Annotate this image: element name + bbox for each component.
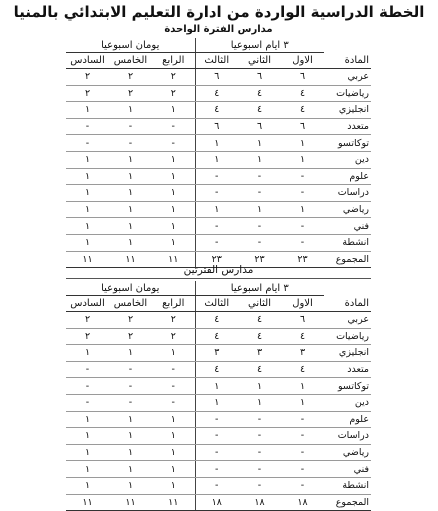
hours-cell: - — [238, 218, 281, 235]
hours-cell: ١ — [152, 218, 195, 235]
subject-cell: توكاتسو — [324, 378, 371, 395]
column-header-grade-4: الرابع — [152, 53, 195, 69]
hours-cell: ٢ — [109, 85, 152, 102]
study-plan-table — [66, 281, 371, 511]
table-row — [66, 461, 371, 478]
group-label-two-days: يومان اسبوعيا — [66, 38, 195, 53]
subject-cell: علوم — [324, 168, 371, 185]
hours-cell: - — [109, 361, 152, 378]
subject-cell: دراسات — [324, 185, 371, 202]
hours-cell: ١ — [238, 135, 281, 152]
table-row — [66, 85, 371, 102]
hours-cell: ٤ — [281, 85, 324, 102]
column-header-grade-3: الثالث — [195, 53, 238, 69]
hours-cell: ١ — [66, 218, 109, 235]
document-title: الخطة الدراسية الواردة من ادارة التعليم الابتدائي بالمنيا — [13, 3, 425, 21]
hours-cell: - — [238, 428, 281, 445]
table-row — [66, 102, 371, 119]
hours-cell: ١ — [109, 168, 152, 185]
hours-cell: ١ — [281, 135, 324, 152]
hours-cell: ٢ — [109, 328, 152, 345]
table-row — [66, 234, 371, 251]
table-row — [66, 218, 371, 235]
hours-cell: - — [109, 378, 152, 395]
hours-cell: ١ — [238, 378, 281, 395]
hours-cell: - — [109, 135, 152, 152]
hours-cell: ٦ — [281, 69, 324, 86]
subject-cell: متعدد — [324, 118, 371, 135]
hours-cell: ١ — [66, 185, 109, 202]
hours-cell: - — [66, 135, 109, 152]
hours-cell: - — [152, 135, 195, 152]
group-spacer — [324, 281, 371, 296]
hours-cell: - — [109, 118, 152, 135]
hours-cell: - — [195, 185, 238, 202]
hours-cell: ١١ — [152, 494, 195, 511]
group-spacer — [324, 38, 371, 53]
subject-cell: دين — [324, 394, 371, 411]
hours-cell: - — [152, 394, 195, 411]
hours-cell: - — [238, 185, 281, 202]
hours-cell: - — [238, 477, 281, 494]
hours-cell: - — [195, 168, 238, 185]
hours-cell: ٤ — [238, 361, 281, 378]
column-header-grade-1: الاول — [281, 296, 324, 312]
hours-cell: ٦ — [281, 312, 324, 329]
column-header-subject: المادة — [324, 296, 371, 312]
table-row — [66, 312, 371, 329]
column-header-grade-5: الخامس — [109, 53, 152, 69]
hours-cell: ٤ — [238, 312, 281, 329]
table-row — [66, 185, 371, 202]
hours-cell: ١١ — [152, 251, 195, 268]
column-header-grade-4: الرابع — [152, 296, 195, 312]
hours-cell: ١ — [66, 151, 109, 168]
hours-cell: ١ — [66, 345, 109, 362]
hours-cell: ٦ — [238, 118, 281, 135]
column-header-grade-2: الثاني — [238, 53, 281, 69]
hours-cell: ١ — [66, 168, 109, 185]
hours-cell: ١٨ — [238, 494, 281, 511]
hours-cell: - — [238, 234, 281, 251]
hours-cell: ١ — [152, 428, 195, 445]
hours-cell: ١ — [152, 444, 195, 461]
column-header-grade-6: السادس — [66, 296, 109, 312]
hours-cell: ٢ — [109, 312, 152, 329]
hours-cell: - — [281, 168, 324, 185]
hours-cell: - — [66, 118, 109, 135]
hours-cell: ١ — [66, 102, 109, 119]
hours-cell: ٤ — [238, 328, 281, 345]
hours-cell: - — [66, 361, 109, 378]
subject-cell: عربي — [324, 69, 371, 86]
subject-cell: رياضي — [324, 444, 371, 461]
hours-cell: - — [109, 394, 152, 411]
table-body — [66, 69, 371, 268]
hours-cell: ١ — [238, 394, 281, 411]
hours-cell: ٤ — [238, 102, 281, 119]
hours-cell: ١ — [66, 428, 109, 445]
section-double-shift — [66, 262, 371, 511]
subject-cell: دراسات — [324, 428, 371, 445]
hours-cell: ٤ — [281, 328, 324, 345]
group-label-two-days: يومان اسبوعيا — [66, 281, 195, 296]
hours-cell: - — [195, 444, 238, 461]
subject-cell: انشطة — [324, 477, 371, 494]
section-single-shift — [66, 22, 371, 268]
hours-cell: ١ — [152, 201, 195, 218]
table-row — [66, 378, 371, 395]
hours-cell: ٣ — [281, 345, 324, 362]
hours-cell: ١١ — [66, 251, 109, 268]
hours-cell: ١ — [109, 102, 152, 119]
hours-cell: ٢ — [66, 85, 109, 102]
hours-cell: ١ — [66, 444, 109, 461]
hours-cell: ١١ — [109, 494, 152, 511]
table-row — [66, 444, 371, 461]
hours-cell: - — [152, 378, 195, 395]
hours-cell: ١ — [109, 151, 152, 168]
hours-cell: ٤ — [195, 328, 238, 345]
subject-cell: فني — [324, 461, 371, 478]
subject-cell: المجموع — [324, 494, 371, 511]
total-row — [66, 494, 371, 511]
hours-cell: ١ — [66, 411, 109, 428]
table-row — [66, 394, 371, 411]
hours-cell: - — [238, 411, 281, 428]
hours-cell: ١ — [152, 477, 195, 494]
table-row — [66, 361, 371, 378]
hours-cell: - — [66, 378, 109, 395]
subject-cell: رياضيات — [324, 328, 371, 345]
subject-cell: فني — [324, 218, 371, 235]
hours-cell: ٢ — [152, 85, 195, 102]
hours-cell: - — [281, 411, 324, 428]
hours-cell: - — [281, 234, 324, 251]
subject-cell: علوم — [324, 411, 371, 428]
hours-cell: ١٨ — [195, 494, 238, 511]
hours-cell: ٢٣ — [195, 251, 238, 268]
hours-cell: ١ — [195, 201, 238, 218]
hours-cell: ١ — [109, 477, 152, 494]
hours-cell: ٢٣ — [238, 251, 281, 268]
column-header-grade-2: الثاني — [238, 296, 281, 312]
hours-cell: ١ — [109, 345, 152, 362]
hours-cell: ١ — [281, 151, 324, 168]
hours-cell: ١ — [195, 135, 238, 152]
hours-cell: - — [195, 477, 238, 494]
hours-cell: ١ — [152, 185, 195, 202]
hours-cell: - — [195, 428, 238, 445]
hours-cell: ١١ — [66, 494, 109, 511]
hours-cell: - — [195, 461, 238, 478]
hours-cell: ١ — [109, 428, 152, 445]
hours-cell: ٤ — [195, 361, 238, 378]
hours-cell: ١ — [66, 461, 109, 478]
hours-cell: ١ — [238, 151, 281, 168]
hours-cell: ٤ — [195, 85, 238, 102]
hours-cell: ٢ — [66, 312, 109, 329]
column-header-grade-1: الاول — [281, 53, 324, 69]
hours-cell: ١ — [152, 345, 195, 362]
table-row — [66, 428, 371, 445]
table-row — [66, 69, 371, 86]
hours-cell: ١ — [195, 151, 238, 168]
hours-cell: ٣ — [238, 345, 281, 362]
hours-cell: ١ — [109, 411, 152, 428]
subject-cell: المجموع — [324, 251, 371, 268]
subject-cell: انشطة — [324, 234, 371, 251]
table-row — [66, 411, 371, 428]
hours-cell: ٦ — [281, 118, 324, 135]
hours-cell: ١ — [109, 218, 152, 235]
hours-cell: ١ — [66, 234, 109, 251]
hours-cell: - — [281, 477, 324, 494]
hours-cell: - — [152, 361, 195, 378]
hours-cell: - — [281, 218, 324, 235]
hours-cell: ١ — [109, 444, 152, 461]
table-row — [66, 135, 371, 152]
subject-cell: عربي — [324, 312, 371, 329]
column-header-grade-3: الثالث — [195, 296, 238, 312]
hours-cell: - — [152, 118, 195, 135]
hours-cell: ١ — [195, 378, 238, 395]
hours-cell: - — [281, 444, 324, 461]
subject-cell: رياضي — [324, 201, 371, 218]
subject-cell: دين — [324, 151, 371, 168]
hours-cell: ٢ — [66, 328, 109, 345]
section-subtitle: مدارس الفترتين — [66, 262, 371, 279]
hours-cell: ١ — [152, 234, 195, 251]
hours-cell: - — [281, 428, 324, 445]
column-header-grade-5: الخامس — [109, 296, 152, 312]
hours-cell: ٤ — [238, 85, 281, 102]
hours-cell: - — [238, 444, 281, 461]
hours-cell: ١ — [109, 201, 152, 218]
hours-cell: ٢٣ — [281, 251, 324, 268]
study-plan-table — [66, 38, 371, 268]
hours-cell: ٦ — [238, 69, 281, 86]
hours-cell: ١ — [281, 201, 324, 218]
hours-cell: ٦ — [195, 118, 238, 135]
hours-cell: ١١ — [109, 251, 152, 268]
hours-cell: - — [195, 218, 238, 235]
column-header-subject: المادة — [324, 53, 371, 69]
hours-cell: ١ — [152, 168, 195, 185]
hours-cell: ١ — [109, 234, 152, 251]
section-subtitle: مدارس الفترة الواحدة — [164, 24, 273, 35]
hours-cell: ٢ — [109, 69, 152, 86]
hours-cell: ١ — [238, 201, 281, 218]
hours-cell: ٦ — [195, 69, 238, 86]
hours-cell: ١ — [66, 477, 109, 494]
table-row — [66, 201, 371, 218]
hours-cell: ٢ — [66, 69, 109, 86]
table-row — [66, 345, 371, 362]
hours-cell: ١ — [152, 151, 195, 168]
hours-cell: ٤ — [281, 361, 324, 378]
column-header-grade-6: السادس — [66, 53, 109, 69]
hours-cell: ٤ — [281, 102, 324, 119]
group-label-three-days: ٣ ايام اسبوعيا — [195, 38, 324, 53]
hours-cell: - — [238, 461, 281, 478]
hours-cell: ١ — [281, 394, 324, 411]
hours-cell: ١ — [109, 461, 152, 478]
hours-cell: ١ — [281, 378, 324, 395]
hours-cell: ٢ — [152, 312, 195, 329]
hours-cell: ١ — [152, 461, 195, 478]
hours-cell: ٢ — [152, 328, 195, 345]
hours-cell: ١ — [109, 185, 152, 202]
hours-cell: ١ — [152, 102, 195, 119]
hours-cell: ١ — [152, 411, 195, 428]
hours-cell: ١ — [195, 394, 238, 411]
hours-cell: - — [281, 185, 324, 202]
table-row — [66, 328, 371, 345]
hours-cell: - — [66, 394, 109, 411]
hours-cell: - — [195, 234, 238, 251]
subject-cell: متعدد — [324, 361, 371, 378]
hours-cell: - — [195, 411, 238, 428]
group-label-three-days: ٣ ايام اسبوعيا — [195, 281, 324, 296]
subject-cell: توكاتسو — [324, 135, 371, 152]
subject-cell: انجليزي — [324, 345, 371, 362]
table-body — [66, 312, 371, 511]
subject-cell: انجليزي — [324, 102, 371, 119]
hours-cell: - — [281, 461, 324, 478]
table-row — [66, 168, 371, 185]
table-row — [66, 151, 371, 168]
subject-cell: رياضيات — [324, 85, 371, 102]
hours-cell: ٣ — [195, 345, 238, 362]
hours-cell: - — [238, 168, 281, 185]
hours-cell: ٤ — [195, 102, 238, 119]
hours-cell: ٢ — [152, 69, 195, 86]
hours-cell: ١٨ — [281, 494, 324, 511]
table-row — [66, 118, 371, 135]
hours-cell: ٤ — [195, 312, 238, 329]
hours-cell: ١ — [66, 201, 109, 218]
